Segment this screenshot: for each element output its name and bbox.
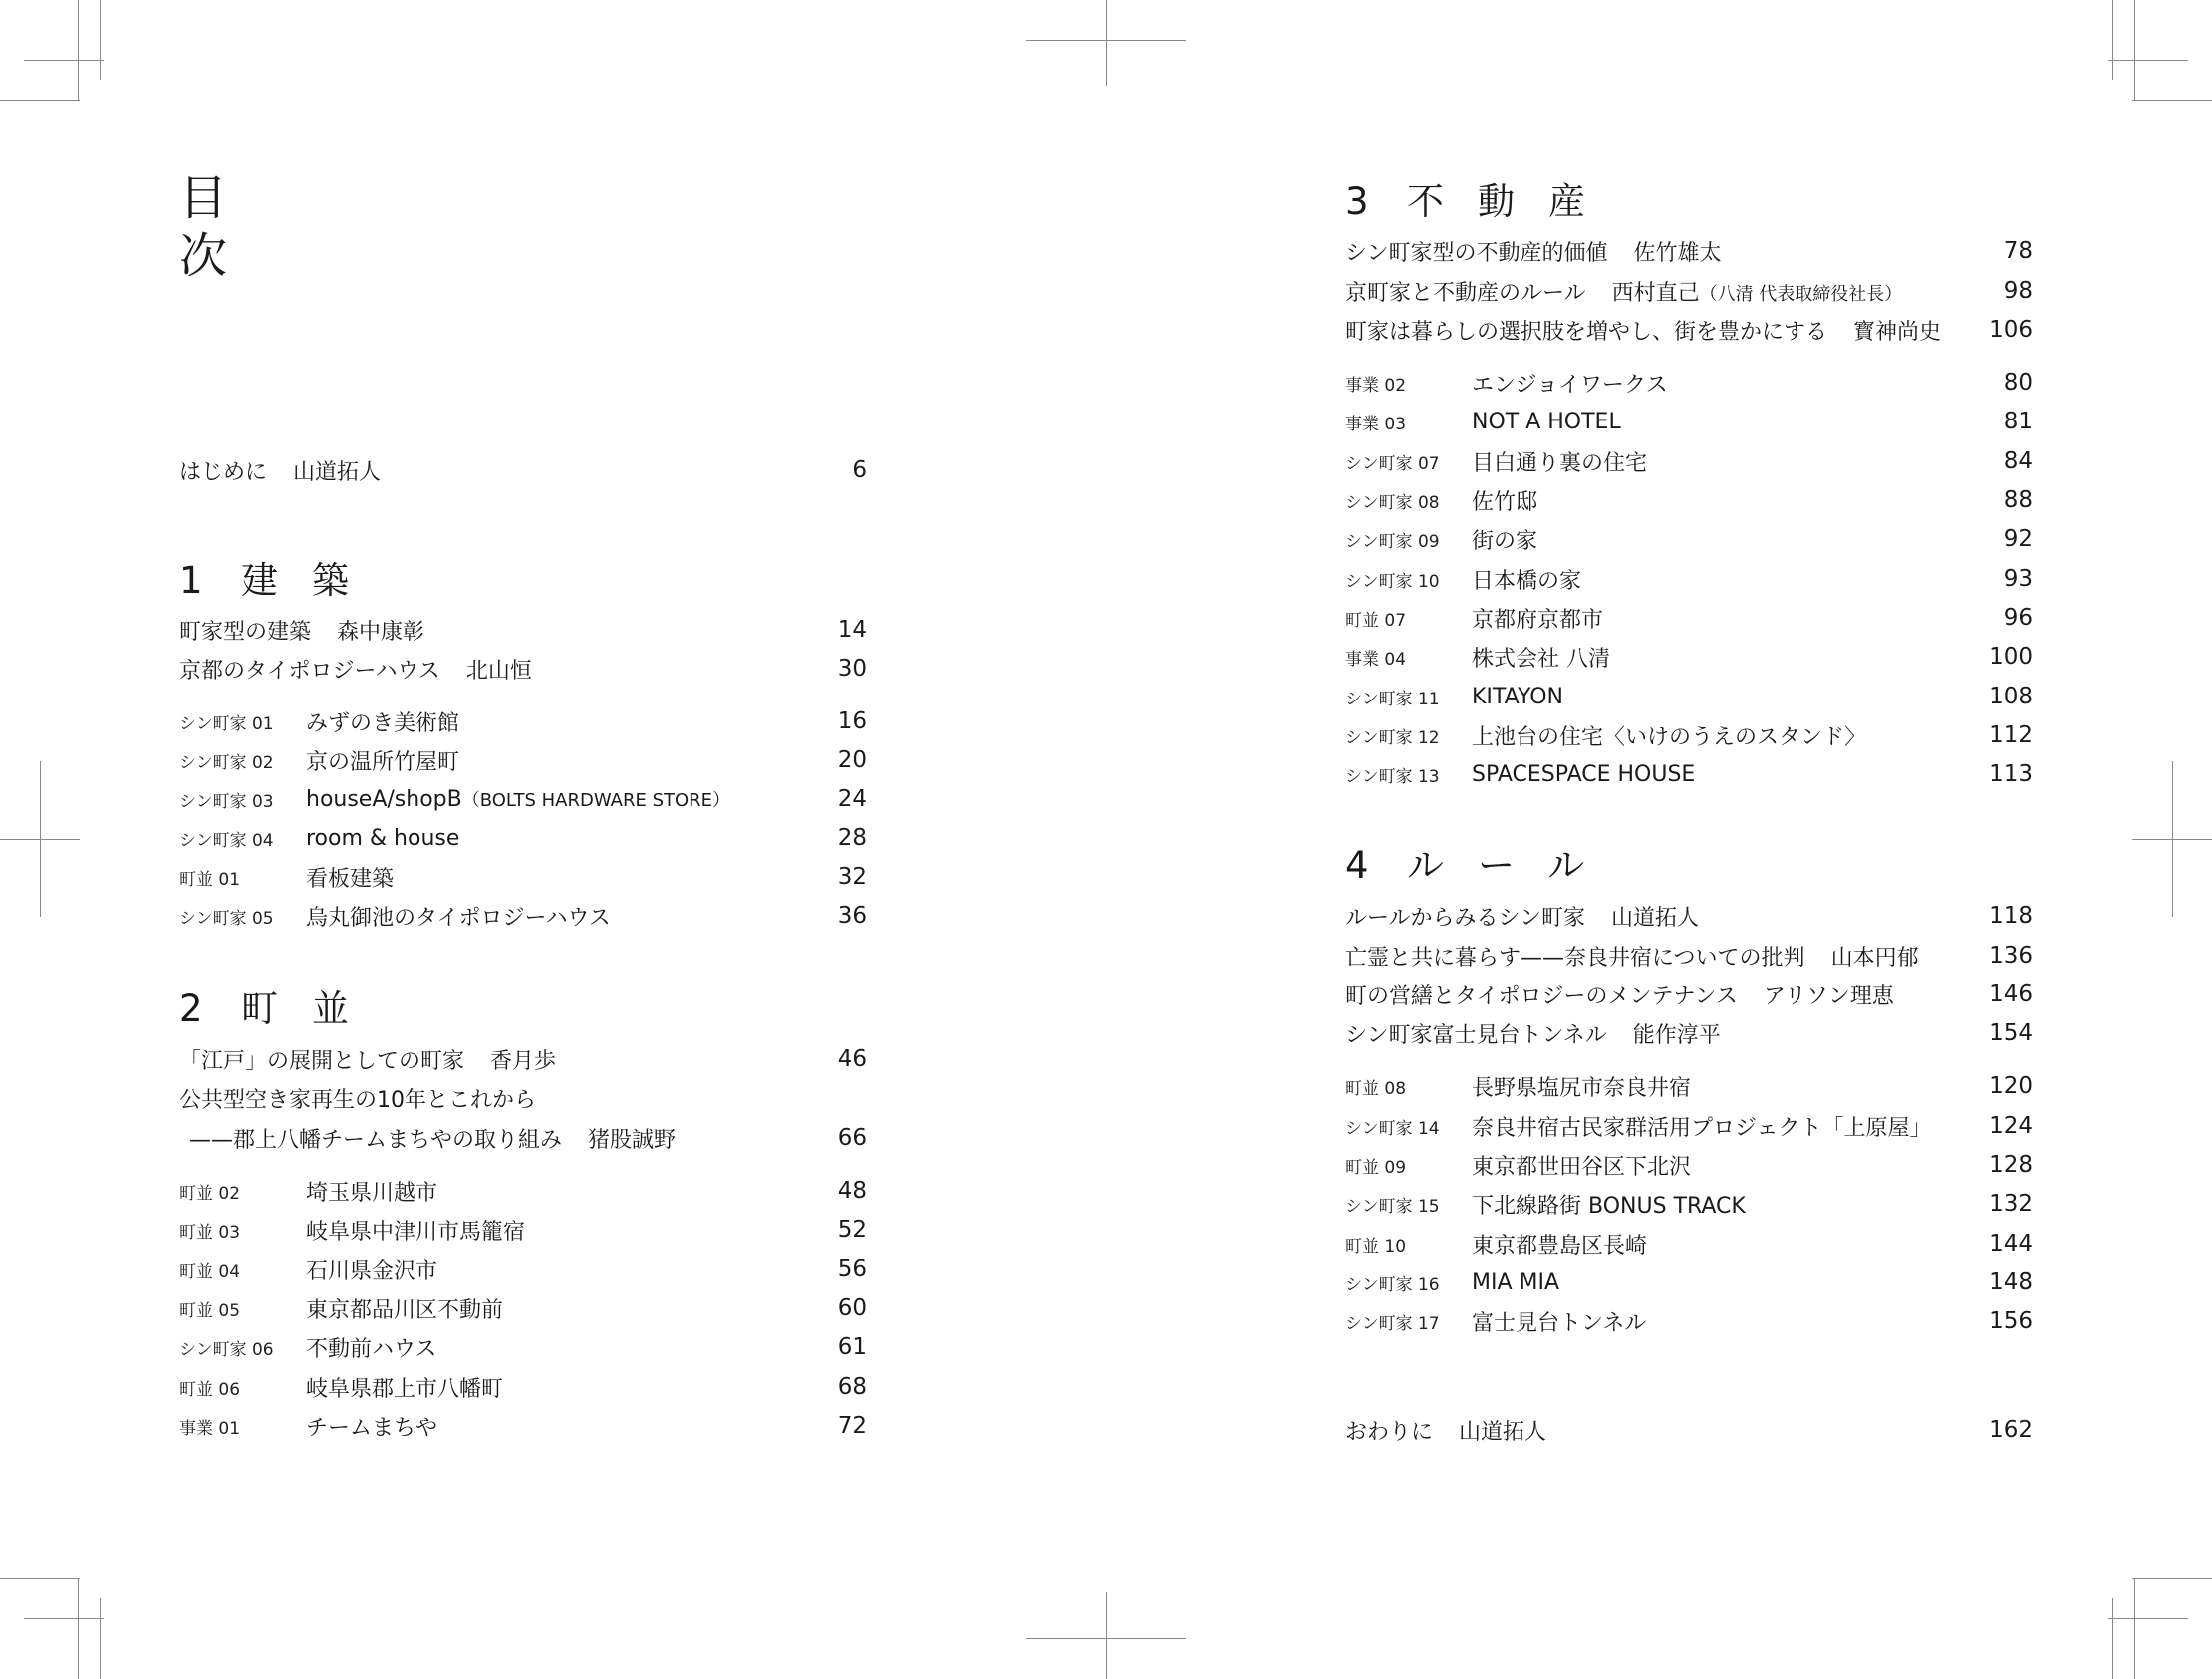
section-heading: 3 不動産 xyxy=(1345,180,1619,223)
essay-row[interactable]: 町家は暮らしの選択肢を増やし、街を豊かにする 寳神尚史 106 xyxy=(1345,317,2033,345)
entry-row[interactable]: シン町家 05 烏丸御池のタイポロジーハウス 36 xyxy=(179,903,867,931)
essay-row[interactable]: 町家型の建築 森中康彰 14 xyxy=(179,617,867,645)
entry-row[interactable]: シン町家 09 街の家 92 xyxy=(1345,526,2033,554)
entry-row[interactable]: シン町家 15 下北線路街 BONUS TRACK 132 xyxy=(1345,1191,2033,1219)
entry-row[interactable]: シン町家 16 MIA MIA 148 xyxy=(1345,1269,2033,1295)
entry-row[interactable]: 事業 04 株式会社 八清 100 xyxy=(1345,644,2033,672)
entry-row[interactable]: 町並 07 京都府京都市 96 xyxy=(1345,605,2033,633)
essay-row[interactable]: 「江戸」の展開としての町家 香月歩 46 xyxy=(179,1046,867,1074)
entry-row[interactable]: 町並 01 看板建築 32 xyxy=(179,864,867,892)
section-heading: 2 町並 xyxy=(179,987,383,1030)
entry-row[interactable]: 町並 04 石川県金沢市 56 xyxy=(179,1257,867,1284)
toc-title: 目 次 xyxy=(179,170,228,284)
entry-row[interactable]: 事業 03 NOT A HOTEL 81 xyxy=(1345,409,2033,434)
entry-row[interactable]: 事業 02 エンジョイワークス 80 xyxy=(1345,370,2033,398)
essay-row[interactable]: ——郡上八幡チームまちやの取り組み 猪股誠野 66 xyxy=(189,1125,867,1153)
entry-row[interactable]: シン町家 03 houseA/shopB（BOLTS HARDWARE STORE） 24 xyxy=(179,786,867,812)
entry-row[interactable]: シン町家 07 目白通り裏の住宅 84 xyxy=(1345,448,2033,476)
entry-row[interactable]: 町並 05 東京都品川区不動前 60 xyxy=(179,1295,867,1323)
entry-row[interactable]: シン町家 17 富士見台トンネル 156 xyxy=(1345,1308,2033,1336)
essay-row[interactable]: ルールからみるシン町家 山道拓人 118 xyxy=(1345,903,2033,931)
right-page xyxy=(1106,0,2212,1679)
section-heading: 4 ルール xyxy=(1345,844,1619,887)
toc-intro[interactable]: はじめに 山道拓人 6 xyxy=(179,457,867,485)
entry-row[interactable]: シン町家 06 不動前ハウス 61 xyxy=(179,1334,867,1362)
essay-row[interactable]: 町の営繕とタイポロジーのメンテナンス アリソン理恵 146 xyxy=(1345,981,2033,1009)
essay-row[interactable]: 亡霊と共に暮らす——奈良井宿についての批判 山本円郁 136 xyxy=(1345,943,2033,971)
toc-outro[interactable]: おわりに 山道拓人 162 xyxy=(1345,1417,2033,1445)
entry-row[interactable]: シン町家 10 日本橋の家 93 xyxy=(1345,566,2033,594)
entry-row[interactable]: 町並 02 埼玉県川越市 48 xyxy=(179,1178,867,1206)
entry-row[interactable]: シン町家 11 KITAYON 108 xyxy=(1345,684,2033,709)
entry-row[interactable]: 町並 06 岐阜県郡上市八幡町 68 xyxy=(179,1374,867,1402)
page-number: 6 xyxy=(852,457,867,483)
essay-row[interactable]: 京町家と不動産のルール 西村直己（八清 代表取締役社長） 98 xyxy=(1345,278,2033,306)
entry-row[interactable]: シン町家 14 奈良井宿古民家群活用プロジェクト「上原屋」 124 xyxy=(1345,1113,2033,1141)
entry-row[interactable]: 町並 03 岐阜県中津川市馬籠宿 52 xyxy=(179,1217,867,1245)
entry-row[interactable]: 町並 10 東京都豊島区長崎 144 xyxy=(1345,1231,2033,1259)
entry-row[interactable]: 町並 08 長野県塩尻市奈良井宿 120 xyxy=(1345,1073,2033,1101)
section-heading: 1 建築 xyxy=(179,559,383,602)
entry-row[interactable]: 事業 01 チームまちや 72 xyxy=(179,1413,867,1441)
essay-row[interactable]: シン町家富士見台トンネル 能作淳平 154 xyxy=(1345,1020,2033,1048)
entry-row[interactable]: シン町家 12 上池台の住宅〈いけのうえのスタンド〉 112 xyxy=(1345,722,2033,750)
entry-row[interactable]: シン町家 04 room & house 28 xyxy=(179,825,867,851)
entry-row[interactable]: シン町家 08 佐竹邸 88 xyxy=(1345,487,2033,515)
essay-row[interactable]: 公共型空き家再生の10年とこれから xyxy=(179,1087,536,1113)
entry-row[interactable]: 町並 09 東京都世田谷区下北沢 128 xyxy=(1345,1152,2033,1180)
entry-row[interactable]: シン町家 01 みずのき美術館 16 xyxy=(179,708,867,736)
entry-row[interactable]: シン町家 02 京の温所竹屋町 20 xyxy=(179,747,867,775)
entry-row[interactable]: シン町家 13 SPACESPACE HOUSE 113 xyxy=(1345,761,2033,787)
essay-row[interactable]: シン町家型の不動産的価値 佐竹雄太 78 xyxy=(1345,238,2033,266)
essay-row[interactable]: 京都のタイポロジーハウス 北山恒 30 xyxy=(179,656,867,684)
